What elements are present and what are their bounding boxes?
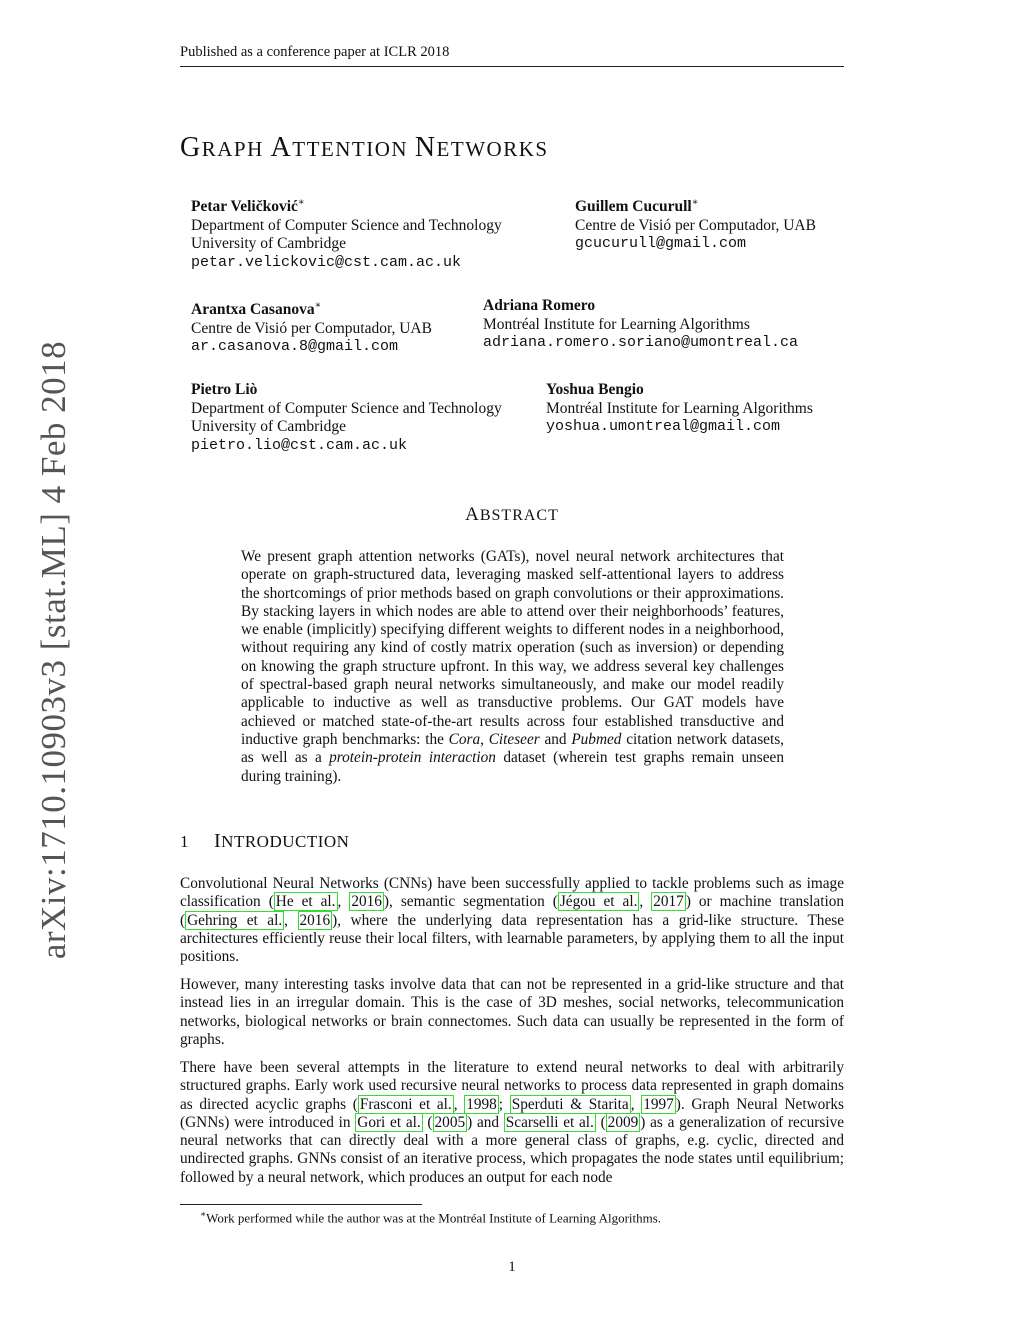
body-text: ), semantic segmentation (	[383, 893, 558, 911]
running-header: Published as a conference paper at ICLR 2018	[180, 44, 450, 60]
citation-link[interactable]: 2016	[299, 911, 331, 929]
paper-title	[180, 132, 549, 164]
title-part: ETWORKS	[436, 137, 549, 161]
footnote-text: Work performed while the author was at the Montréal Institute of Learning Algorithms.	[206, 1210, 662, 1226]
body-text: ), where the underlying data representation has a grid-like structure. These architectures efficiently reuse their local filters, with learnable parameters, by applying them to all the input positions.	[180, 911, 844, 966]
abstract-heading	[0, 504, 1024, 526]
body-text: ,	[337, 893, 350, 911]
body-text: ;	[498, 1095, 510, 1113]
author-mark: ∗	[314, 300, 322, 311]
intro-paragraph-1	[180, 875, 844, 966]
citation-link[interactable]: Gehring et al.	[187, 911, 283, 929]
dataset-name: Cora	[448, 730, 481, 748]
author-block	[191, 297, 432, 357]
body-text: ,	[284, 911, 298, 929]
title-part: RAPH	[201, 137, 271, 161]
author-mark: ∗	[297, 197, 305, 208]
arxiv-stamp[interactable]: arXiv:1710.10903v3 [stat.ML] 4 Feb 2018	[34, 340, 73, 960]
title-part: TTENTION	[292, 137, 415, 161]
author-email[interactable]: pietro.lio@cst.cam.ac.uk	[191, 436, 408, 454]
citation-link[interactable]: Sperduti & Starita	[511, 1095, 629, 1113]
footnote-mark: ∗	[200, 1209, 207, 1219]
author-block	[191, 194, 502, 272]
author-affiliation: University of Cambridge	[191, 235, 346, 253]
body-text: ,	[453, 1095, 465, 1113]
dataset-name: Citeseer	[488, 730, 540, 748]
body-text: (	[422, 1113, 433, 1131]
author-affiliation: Department of Computer Science and Technology	[191, 216, 502, 234]
citation-link[interactable]: 2017	[653, 893, 684, 911]
author-name: Petar Veličković	[191, 198, 298, 216]
citation-link[interactable]: Scarselli et al.	[505, 1113, 594, 1131]
body-text: There have been several attempts in the literature to extend neural networks to deal with arbitrarily structured graphs. Early work used recursive neural networks to process data represented in graph domains as directed acyclic graphs (	[180, 1059, 844, 1113]
author-name: Yoshua Bengio	[546, 381, 644, 398]
footnote	[200, 1209, 661, 1226]
heading-rest: BSTRACT	[479, 507, 559, 524]
author-affiliation: Montréal Institute for Learning Algorithms	[483, 315, 750, 333]
author-affiliation: University of Cambridge	[191, 418, 346, 435]
body-text: ) or machine translation (	[180, 893, 844, 929]
citation-link[interactable]: Jégou et al.	[559, 893, 638, 911]
author-affiliation: Centre de Visió per Computador, UAB	[191, 319, 432, 337]
title-part: G	[180, 132, 202, 163]
dataset-name: Pubmed	[571, 730, 622, 748]
author-email[interactable]: gcucurull@gmail.com	[575, 235, 747, 253]
citation-link[interactable]: 2005	[434, 1113, 466, 1131]
author-name: Pietro Liò	[191, 381, 258, 398]
heading-initial: I	[214, 830, 222, 852]
header-rule	[180, 66, 844, 67]
author-affiliation: Montréal Institute for Learning Algorithms	[546, 399, 813, 417]
dataset-name: protein-protein interaction	[329, 749, 496, 767]
title-part: A	[270, 132, 293, 163]
abstract-body	[241, 548, 784, 786]
abstract-text: dataset (wherein test graphs remain unseen during training).	[241, 749, 784, 785]
abstract-text: We present graph attention networks (GATs), novel neural network architectures that operate on graph-structured data, leveraging masked self-attentional layers to address the shortcomings of prior methods based on graph convolutions or their approximations. By stacking layers in which nodes are able to attend over their neighborhoods’ features, we enable (implicitly) specifying different weights to different nodes in a neighborhood, without requiring any kind of costly matrix operation (such as inversion) or depending on knowing the graph structure upfront. In this way, we address several key challenges of spectral-based graph neural networks simultaneously, and make our model readily applicable to inductive as well as transductive problems. Our GAT models have achieved or matched state-of-the-art results across four established transductive and inductive graph benchmarks: the	[241, 548, 784, 748]
section-heading	[180, 830, 349, 853]
abstract-text: ,	[480, 730, 489, 748]
section-number: 1	[180, 832, 189, 851]
page-number: 1	[508, 1259, 516, 1275]
author-mark: ∗	[691, 197, 699, 208]
intro-paragraph-2: However, many interesting tasks involve data that can not be represented in a grid-like structure and that instead lies in an irregular domain. This is the case of 3D meshes, social networks, telecommunication networks, biological networks or brain connectomes. Such data can usually be represented in the form of graphs.	[180, 976, 844, 1048]
body-text: ). Graph Neural Networks (GNNs) were introduced in	[180, 1095, 844, 1131]
author-email[interactable]: yoshua.umontreal@gmail.com	[546, 418, 781, 435]
author-block	[546, 381, 813, 437]
title-part: N	[414, 132, 437, 163]
body-text: ,	[630, 1095, 642, 1113]
footnote-rule	[180, 1204, 422, 1205]
abstract-text: citation network datasets, as well as a	[241, 730, 784, 767]
author-block	[191, 381, 502, 455]
author-name: Arantxa Casanova	[191, 301, 315, 319]
body-text: ) and	[467, 1113, 504, 1131]
intro-paragraph-3	[180, 1059, 844, 1187]
author-affiliation: Department of Computer Science and Technology	[191, 399, 502, 417]
author-name: Adriana Romero	[483, 297, 596, 314]
citation-link[interactable]: Gori et al.	[357, 1113, 421, 1131]
citation-link[interactable]: 2009	[607, 1113, 639, 1131]
author-block	[483, 297, 798, 353]
author-email[interactable]: petar.velickovic@cst.cam.ac.uk	[191, 253, 462, 271]
author-name: Guillem Cucurull	[575, 198, 692, 216]
citation-link[interactable]: Frasconi et al.	[359, 1095, 452, 1113]
abstract-text: and	[539, 730, 572, 748]
citation-link[interactable]: 1998	[466, 1095, 497, 1113]
body-text: ,	[639, 893, 652, 911]
body-text: (	[595, 1113, 606, 1131]
body-text: ) as a generalization of recursive neural networks that can directly deal with a more general class of graphs, e.g. cyclic, directed and undirected graphs. GNNs consist of an iterative process, which propagates the node states until equilibrium; followed by a neural network, which produces an output for each node	[180, 1113, 845, 1186]
citation-link[interactable]: He et al.	[275, 893, 336, 911]
citation-link[interactable]: 1997	[643, 1095, 674, 1113]
citation-link[interactable]: 2016	[351, 893, 382, 911]
body-text: Convolutional Neural Networks (CNNs) have been successfully applied to tackle problems such as image classification (	[180, 875, 844, 911]
heading-initial: A	[465, 504, 480, 525]
author-email[interactable]: adriana.romero.soriano@umontreal.ca	[483, 334, 799, 351]
author-email[interactable]: ar.casanova.8@gmail.com	[191, 338, 399, 356]
author-affiliation: Centre de Visió per Computador, UAB	[575, 216, 816, 234]
heading-rest: NTRODUCTION	[221, 832, 350, 851]
author-block	[575, 194, 816, 254]
